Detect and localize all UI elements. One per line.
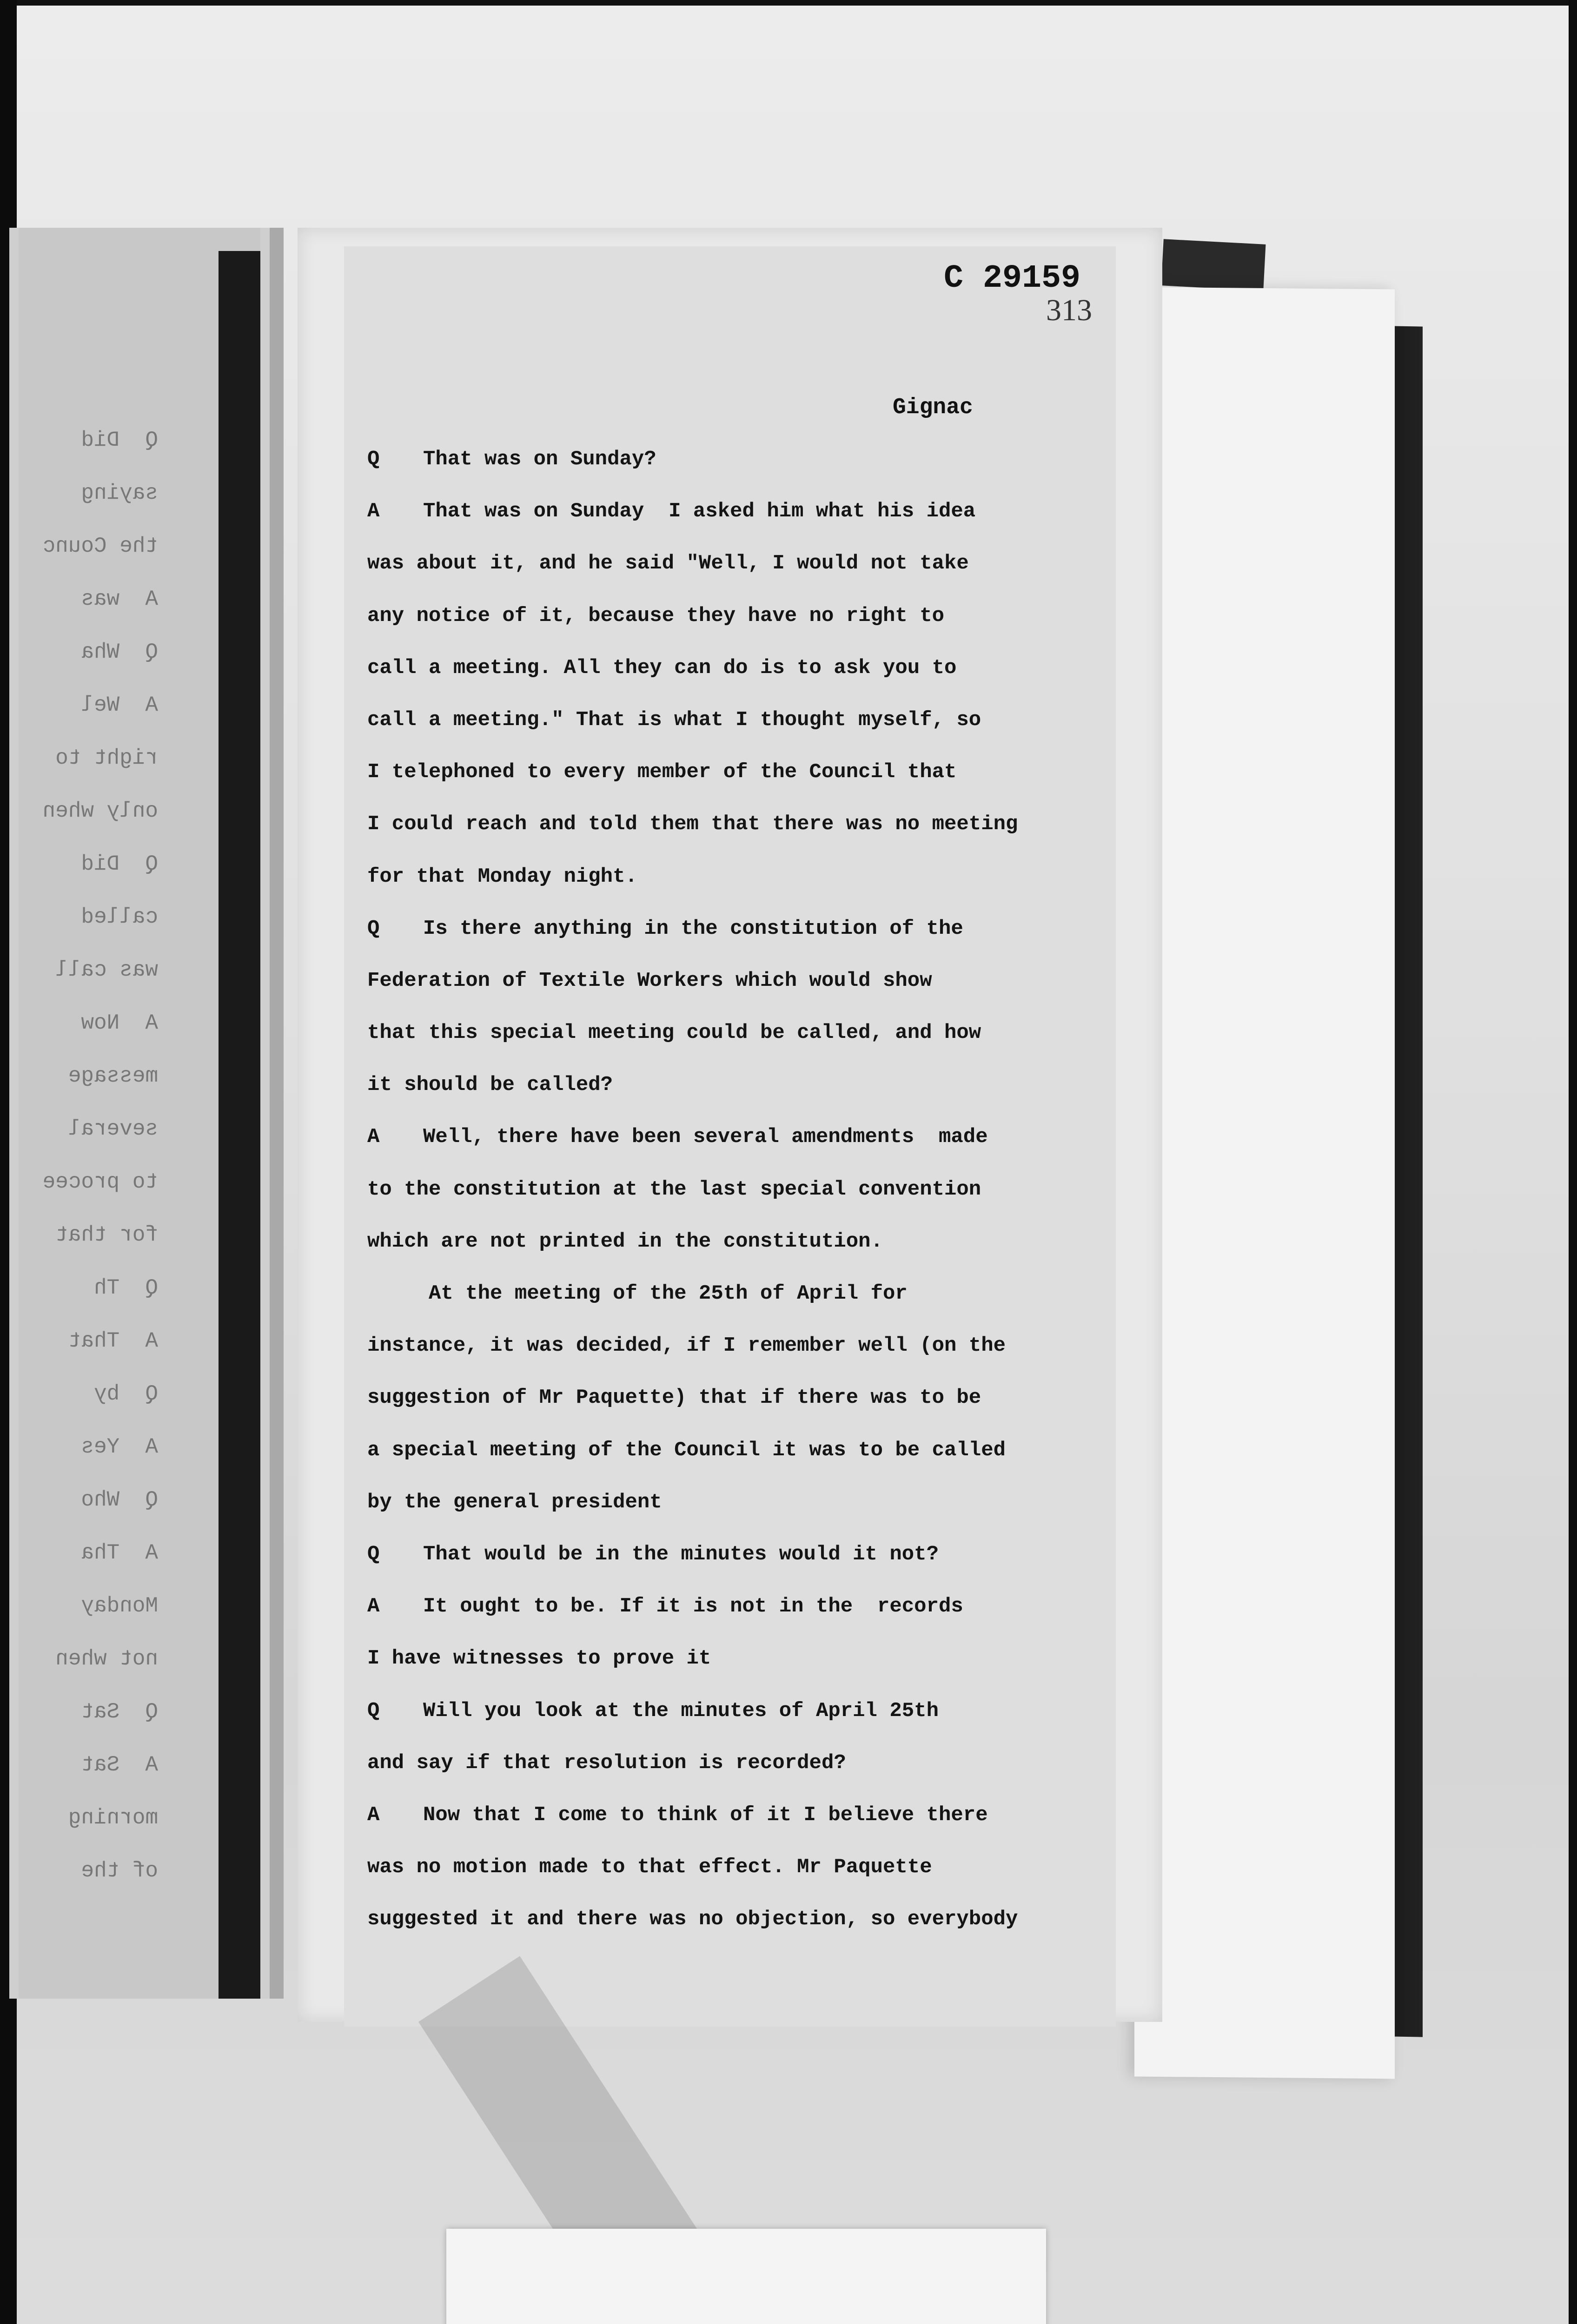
transcript-line: Q That would be in the minutes would it not? [367,1542,939,1566]
transcript-line: for that Monday night. [367,865,637,888]
transcript-line: Q Is there anything in the constitution of the [367,917,963,940]
transcript-line: Q That was on Sunday? [367,448,656,471]
transcript-line: I have witnesses to prove it [367,1647,711,1670]
transcript-line: instance, it was decided, if I remember well (on the [367,1334,1006,1358]
transcript-line: that this special meeting could be called, and how [367,1021,981,1045]
transcript-line: and say if that resolution is recorded? [367,1751,846,1775]
transcript-line: A It ought to be. If it is not in the records [367,1595,963,1618]
transcript-line: Q Will you look at the minutes of April 25th [367,1699,939,1723]
transcript [367,433,1158,1945]
transcript-line: A Well, there have been several amendments made [367,1125,988,1149]
transcript-line: was about it, and he said "Well, I would not take [367,552,969,575]
speaker-header: Gignac [893,395,973,420]
document-code: C 29159 [944,260,1081,297]
transcript-line: to the constitution at the last special convention [367,1177,981,1201]
transcript-line: suggestion of Mr Paquette) that if there was to be [367,1386,981,1410]
transcript-line: call a meeting. All they can do is to ask you to [367,656,957,680]
transcript-line: any notice of it, because they have no right to [367,604,945,627]
book-top-edge [1161,239,1266,290]
book-spine-shadow [219,251,260,1999]
transcript-line: it should be called? [367,1073,613,1097]
transcript-line: I could reach and told them that there was no meeting [367,812,1018,836]
transcript-line: a special meeting of the Council it was to be called [367,1438,1006,1462]
transcript-line: At the meeting of the 25th of April for [367,1282,908,1305]
transcript-line: by the general president [367,1490,662,1514]
transcript-line: Federation of Textile Workers which would show [367,969,932,992]
film-border-right [1569,0,1577,2324]
collection-label-card [446,2229,1046,2324]
transcript-line: A That was on Sunday I asked him what his idea [367,500,976,523]
transcript-line: which are not printed in the constitution. [367,1229,883,1253]
transcript-line: call a meeting." That is what I thought myself, so [367,708,981,732]
left-page-bleed-text: Q Did saying the Counc A was Q Wha A Wel right to only when Q Did called was call A Now message several to procee for that Q Th A That Q by A Yes Q Who A Tha Monday not when Q Sat A Sat morning of the [42,428,158,1883]
curled-underlying-sheet [1134,287,1395,2079]
transcript-line: suggested it and there was no objection, so everybody [367,1908,1018,1931]
transcript-line: I telephoned to every member of the Council that [367,760,957,784]
page-number: 313 [1046,293,1092,327]
transcript-line: A Now that I come to think of it I believe there [367,1803,988,1827]
film-border-top [0,0,1577,6]
transcript-line: was no motion made to that effect. Mr Paquette [367,1855,932,1879]
